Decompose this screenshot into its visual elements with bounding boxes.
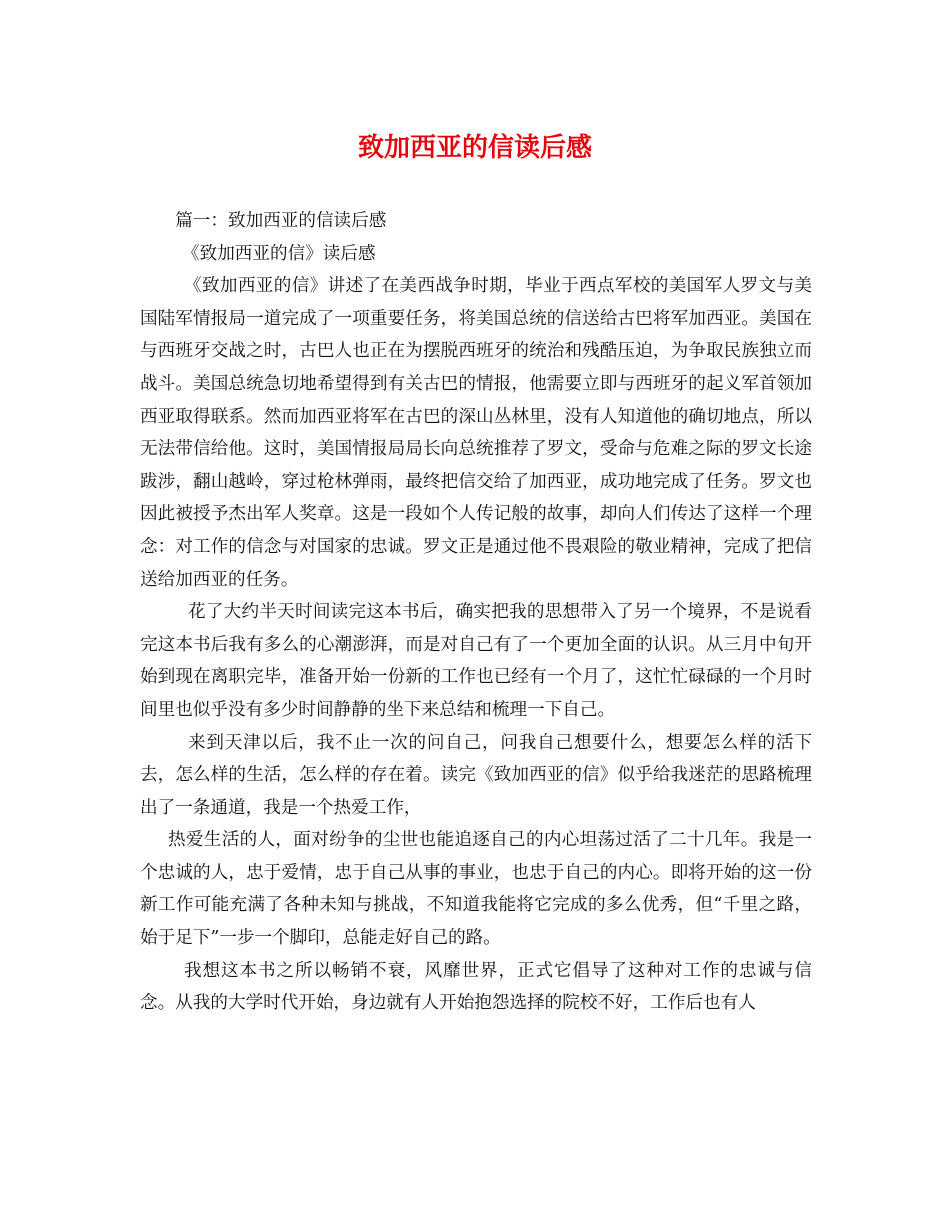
paragraph: 来到天津以后，我不止一次的问自己，问我自己想要什么，想要怎么样的活下去，怎么样的生活，怎么样的存在着。读完《致加西亚的信》似乎给我迷茫的思路梳理出了一条通道，我是一个热爱工作，	[140, 732, 812, 818]
subsection-heading: 《致加西亚的信》读后感	[182, 243, 376, 264]
document-body	[140, 205, 812, 1020]
document-title: 致加西亚的信读后感	[357, 133, 592, 163]
paragraph: 热爱生活的人，面对纷争的尘世也能追逐自己的内心坦荡过活了二十几年。我是一个忠诚的人，忠于爱情，忠于自己从事的事业，也忠于自己的内心。即将开始的这一份新工作可能充满了各种未知与挑战，不知道我能将它完成的多么优秀，但“千里之路，始于足下”一步一个脚印，总能走好自己的路。	[140, 830, 812, 949]
paragraph: 《致加西亚的信》讲述了在美西战争时期，毕业于西点军校的美国军人罗文与美国陆军情报局一道完成了一项重要任务，将美国总统的信送给古巴将军加西亚。美国在与西班牙交战之时，古巴人也正在为摆脱西班牙的统治和残酷压迫，为争取民族独立而战斗。美国总统急切地希望得到有关古巴的情报，他需要立即与西班牙的起义军首领加西亚取得联系。然而加西亚将军在古巴的深山丛林里，没有人知道他的确切地点，所以无法带信给他。这时，美国情报局局长向总统推荐了罗文，受命与危难之际的罗文长途跋涉，翻山越岭，穿过枪林弹雨，最终把信交给了加西亚，成功地完成了任务。罗文也因此被授予杰出军人奖章。这是一段如个人传记般的故事，却向人们传达了这样一个理念：对工作的信念与对国家的忠诚。罗文正是通过他不畏艰险的敬业精神，完成了把信送给加西亚的任务。	[140, 276, 812, 590]
paragraph: 花了大约半天时间读完这本书后，确实把我的思想带入了另一个境界，不是说看完这本书后我有多么的心潮澎湃，而是对自己有了一个更加全面的认识。从三月中旬开始到现在离职完毕，准备开始一份新的工作也已经有一个月了，这忙忙碌碌的一个月时间里也似乎没有多少时间静静的坐下来总结和梳理一下自己。	[140, 602, 812, 720]
section-heading: 篇一：致加西亚的信读后感	[175, 211, 387, 231]
paragraph: 我想这本书之所以畅销不衰，风靡世界，正式它倡导了这种对工作的忠诚与信念。从我的大学时代开始，身边就有人开始抱怨选择的院校不好，工作后也有人	[140, 960, 812, 1014]
